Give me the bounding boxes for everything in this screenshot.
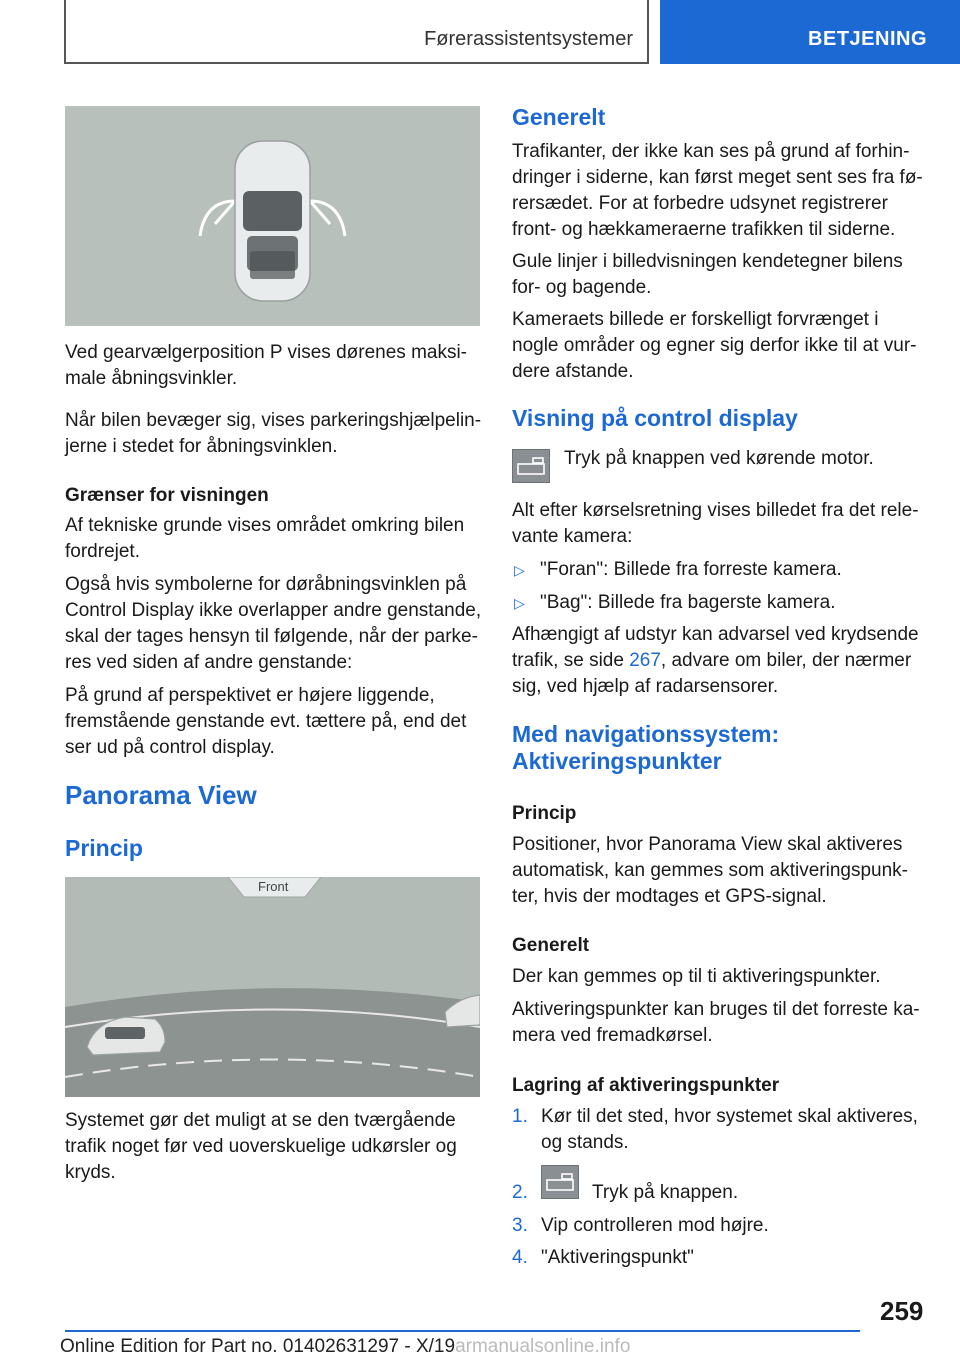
paragraph-press-button: Tryk på knappen ved kørende motor. [564, 448, 874, 469]
paragraph-perspective-line2: fremstående genstande evt. tættere på, end det [65, 711, 467, 732]
paragraph-symbols-line1: Også hvis symbolerne for døråbningsvinklen på [65, 574, 467, 595]
bullet-triangle-icon: ▷ [514, 595, 525, 611]
paragraph-crossing-line2 [512, 648, 911, 674]
panorama-view-illustration [65, 877, 480, 1097]
paragraph-moving-line2: jerne i stedet for åbningsvinklen. [65, 436, 338, 457]
crossing-text-post: , advare om biler, der nærmer [660, 650, 912, 671]
footer-divider [65, 1330, 860, 1332]
step-4-text: "Aktiveringspunkt" [541, 1247, 694, 1268]
footer-edition [60, 1336, 630, 1358]
chapter-title: BETJENING [808, 28, 927, 50]
front-label: Front [258, 879, 289, 894]
page-link-267[interactable]: 267 [629, 650, 661, 671]
subheading-generelt: Generelt [512, 935, 590, 956]
heading-nav-line1: Med navigationssystem: [512, 721, 780, 747]
paragraph-panorama-line3: kryds. [65, 1162, 116, 1183]
bullet-triangle-icon: ▷ [514, 562, 525, 578]
heading-princip: Princip [65, 835, 143, 861]
paragraph-generelt-3-line1: Kameraets billede er forskelligt forvrænget i [512, 309, 879, 330]
step-number: 2. [512, 1182, 528, 1203]
header-section-box [64, 0, 649, 64]
crossing-text-pre: trafik, se side [512, 650, 630, 671]
heading-generelt: Generelt [512, 104, 606, 130]
paragraph-symbols-line4: res ved siden af andre genstande: [65, 652, 353, 673]
heading-visning: Visning på control display [512, 405, 798, 431]
section-title: Førerassistentsystemer [424, 28, 633, 50]
step-2-text: Tryk på knappen. [592, 1182, 739, 1203]
limits-subheading: Grænser for visningen [65, 485, 269, 506]
paragraph-generelt-3-line3: dere afstande. [512, 361, 634, 382]
paragraph-princip-line2: automatisk, kan gemmes som aktiveringspunk- [512, 860, 908, 881]
paragraph-panorama-line2: trafik noget før ved uoverskuelige udkørsler og [65, 1136, 457, 1157]
paragraph-princip-line3: ter, hvis der modtages et GPS-signal. [512, 886, 827, 907]
paragraph-ti-punkter: Der kan gemmes op til ti aktiveringspunkter. [512, 966, 881, 987]
camera-button-icon [541, 1165, 579, 1199]
door-angle-illustration [65, 106, 480, 326]
paragraph-door-angle-line1: Ved gearvælgerposition P vises dørenes maksi- [65, 342, 468, 363]
paragraph-generelt-2-line1: Gule linjer i billedvisningen kendetegner bilens [512, 251, 903, 272]
page-number: 259 [880, 1296, 924, 1326]
heading-panorama-view: Panorama View [65, 780, 257, 810]
step-3-text: Vip controlleren mod højre. [541, 1215, 769, 1236]
paragraph-symbols-line3: skal der tages hensyn til følgende, når der parke- [65, 626, 478, 647]
subheading-princip: Princip [512, 803, 577, 824]
step-number: 3. [512, 1215, 528, 1236]
paragraph-symbols-line2: Control Display ikke overlapper andre genstande, [65, 600, 482, 621]
paragraph-forreste-line1: Aktiveringspunkter kan bruges til det forreste ka- [512, 999, 920, 1020]
paragraph-panorama-line1: Systemet gør det muligt at se den tværgående [65, 1110, 456, 1131]
paragraph-generelt-1-line3: rersædet. For at forbedre udsynet registrerer [512, 193, 888, 214]
paragraph-direction-line1: Alt efter kørselsretning vises billedet fra det rele- [512, 500, 919, 521]
paragraph-limits-line2: fordrejet. [65, 541, 140, 562]
paragraph-moving-line1: Når bilen bevæger sig, vises parkeringshjælpelin- [65, 410, 482, 431]
paragraph-generelt-3-line2: nogle områder og egner sig derfor ikke til at vur- [512, 335, 917, 356]
paragraph-limits-line1: Af tekniske grunde vises området omkring bilen [65, 515, 465, 536]
paragraph-direction-line2: vante kamera: [512, 526, 633, 547]
header-chapter-tab[interactable] [660, 0, 960, 64]
camera-button-icon [512, 449, 550, 483]
bullet-front-camera: "Foran": Billede fra forreste kamera. [540, 559, 842, 580]
step-number: 4. [512, 1247, 528, 1268]
step-1-line1: Kør til det sted, hvor systemet skal aktiveres, [541, 1106, 918, 1127]
paragraph-perspective-line1: På grund af perspektivet er højere liggende, [65, 685, 435, 706]
paragraph-perspective-line3: ser ud på control display. [65, 737, 275, 758]
heading-nav-line2: Aktiveringspunkter [512, 748, 722, 774]
step-number: 1. [512, 1106, 528, 1127]
paragraph-generelt-1-line4: front- og hækkameraerne trafikken til siderne. [512, 219, 896, 240]
paragraph-crossing-line1: Afhængigt af udstyr kan advarsel ved krydsende [512, 624, 919, 645]
paragraph-crossing-line3: sig, ved hjælp af radarsensorer. [512, 676, 779, 697]
watermark-text: armanualsonline.info [455, 1336, 631, 1357]
bullet-rear-camera: "Bag": Billede fra bagerste kamera. [540, 592, 836, 613]
paragraph-generelt-2-line2: for- og bagende. [512, 277, 652, 298]
paragraph-door-angle-line2: male åbningsvinkler. [65, 368, 238, 389]
paragraph-princip-line1: Positioner, hvor Panorama View skal aktiveres [512, 834, 903, 855]
step-1-line2: og stands. [541, 1132, 629, 1153]
edition-text: Online Edition for Part no. 01402631297 - X/19 [60, 1336, 456, 1357]
paragraph-generelt-1-line1: Trafikanter, der ikke kan ses på grund af forhin- [512, 141, 910, 162]
subheading-lagring: Lagring af aktiveringspunkter [512, 1075, 780, 1096]
paragraph-forreste-line2: mera ved fremadkørsel. [512, 1025, 713, 1046]
paragraph-generelt-1-line2: dringer i siderne, kan først meget sent ses fra fø- [512, 167, 923, 188]
